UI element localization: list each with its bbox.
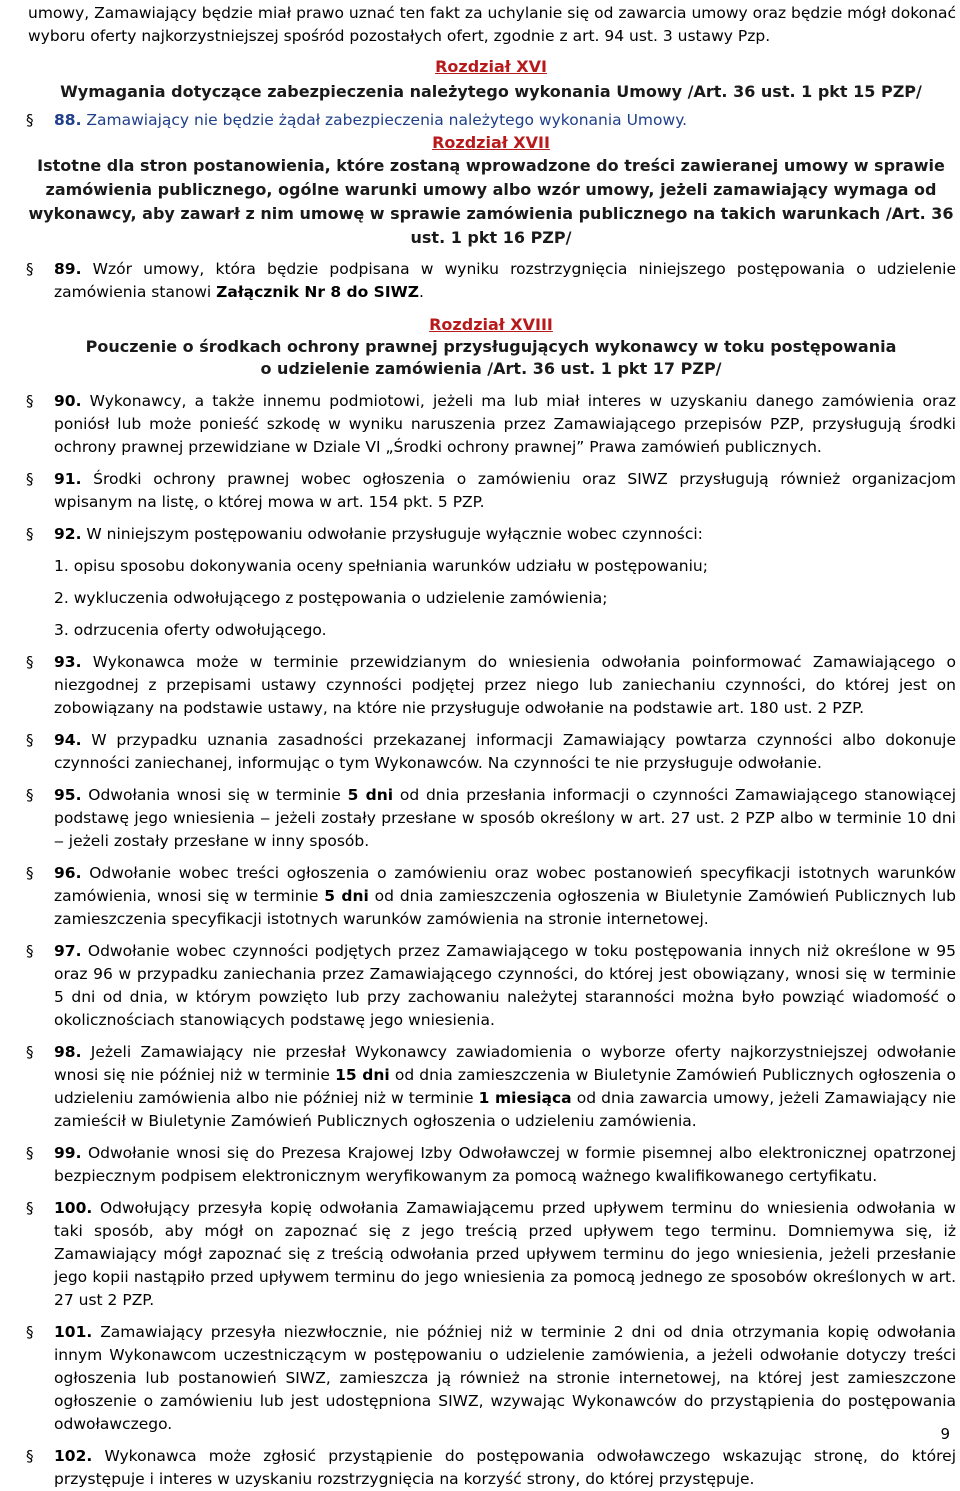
item-number: 90. [54, 392, 82, 410]
item-text-end: . [418, 283, 424, 301]
section-sign-icon: § [26, 260, 34, 278]
item-text: Zamawiający nie będzie żądał zabezpieczenia należytego wykonania Umowy. [86, 111, 688, 129]
chapter-18-title: Rozdział XVIII [429, 315, 553, 334]
item-94 [26, 729, 956, 775]
item-100 [26, 1197, 956, 1312]
item-number: 97. [54, 942, 82, 960]
section-sign-icon: § [26, 525, 34, 543]
item-number: 96. [54, 864, 82, 882]
section-sign-icon: § [26, 470, 34, 488]
item-text: Wykonawca może w terminie przewidzianym do wniesienia odwołania poinformować Zamawiającego o niezgodnej z przepisami ustawy czynności podjętej przez niego lub zaniechaniu czynności, do której jest on zobowiązany na podstawie ustawy, na które nie przysługuje odwołanie na podstawie art. 180 ust. 2 PZP. [54, 653, 956, 717]
item-89 [26, 258, 956, 304]
document-page [26, 0, 956, 1491]
section-sign-icon: § [26, 1144, 34, 1162]
item-text: Odwołania wnosi się w terminie [88, 786, 348, 804]
item-text: Odwołanie wobec treści ogłoszenia o zamówieniu oraz wobec postanowień specyfikacji istotnych warunków zamówienia, wnosi się w terminie [54, 864, 957, 905]
section-sign-icon: § [26, 942, 34, 960]
section-sign-icon: § [26, 653, 34, 671]
section-sign-icon: § [26, 1447, 34, 1465]
section-sign-icon: § [26, 1323, 34, 1341]
chapter-17 [26, 132, 956, 304]
item-text: od dnia przesłania informacji o czynności Zamawiającego stanowiącej podstawę jego wniesienia ‒ jeżeli zostały przesłane w sposób określony w art. 27 ust. 2 PZP albo w terminie 10 dni ‒ jeżeli zostały przesłane w inny sposób. [54, 786, 956, 850]
chapter-16 [26, 56, 956, 132]
item-text: Wykonawca może zgłosić przystąpienie do postępowania odwoławczego wskazując stronę, do której przystępuje i interes w uzyskaniu rozstrzygnięcia na korzyść strony, do której przystępuje. [54, 1447, 956, 1488]
item-98 [26, 1041, 956, 1133]
item-text: Środki ochrony prawnej wobec ogłoszenia o zamówieniu oraz SIWZ przysługują również organizacjom wpisanym na listę, o której mowa w art. 154 pkt. 5 PZP. [54, 470, 956, 511]
item-number: 91. [54, 470, 82, 488]
deadline: 15 dni [335, 1066, 390, 1084]
item-88 [26, 109, 956, 132]
item-95 [26, 784, 956, 853]
chapter-18 [26, 314, 956, 380]
item-99 [26, 1142, 956, 1188]
chapter-18-heading-line1: Pouczenie o środkach ochrony prawnej przysługujących wykonawcy w toku postępowania [85, 337, 897, 356]
chapter-18-heading-line2: o udzielenie zamówienia /Art. 36 ust. 1 pkt 17 PZP/ [260, 359, 722, 378]
section-sign-icon: § [26, 392, 34, 410]
item-number: 95. [54, 786, 82, 804]
item-number: 94. [54, 731, 82, 749]
item-101 [26, 1321, 956, 1436]
item-text: Wzór umowy, która będzie podpisana w wyniku rozstrzygnięcia niniejszego postępowania o udzielenie zamówienia stanowi [54, 260, 956, 301]
section-sign-icon: § [26, 731, 34, 749]
section-sign-icon: § [26, 1199, 34, 1217]
section-sign-icon: § [26, 864, 34, 882]
item-96 [26, 862, 956, 931]
item-92 [26, 523, 956, 546]
item-text: od dnia zawarcia umowy, jeżeli Zamawiający nie zamieścił w Biuletynie Zamówień Publicznych ogłoszenia o udzieleniu zamówienia. [54, 1089, 956, 1130]
deadline: 1 miesiąca [478, 1089, 572, 1107]
item-text: Wykonawcy, a także innemu podmiotowi, jeżeli ma lub miał interes w uzyskaniu danego zamówienia oraz poniósł lub może ponieść szkodę w wyniku naruszenia przez Zamawiającego przepisów PZP, przysługują środki ochrony prawnej przewidziane w Dziale VI „Środki ochrony prawnej” Prawa zamówień publicznych. [54, 392, 956, 456]
list-item: 1. opisu sposobu dokonywania oceny spełniania warunków udziału w postępowaniu; [54, 557, 708, 575]
item-text: od dnia zamieszczenia ogłoszenia w Biuletynie Zamówień Publicznych lub zamieszczenia specyfikacji istotnych warunków zamówienia na stronie internetowej. [54, 887, 956, 928]
section-sign-icon: § [26, 1043, 34, 1061]
chapter-16-heading: Wymagania dotyczące zabezpieczenia należytego wykonania Umowy /Art. 36 ust. 1 pkt 15 PZP/ [60, 82, 922, 101]
item-number: 98. [54, 1043, 82, 1061]
item-text: Odwołanie wnosi się do Prezesa Krajowej Izby Odwoławczej w formie pisemnej albo elektronicznej opatrzonej bezpiecznym podpisem elektronicznym weryfikowanym za pomocą ważnego kwalifikowanego certyfikatu. [54, 1144, 956, 1185]
item-93 [26, 651, 956, 720]
item-text: Jeżeli Zamawiający nie przesłał Wykonawcy zawiadomienia o wyborze oferty najkorzystniejszej odwołanie wnosi się nie później niż w terminie [54, 1043, 956, 1084]
section-sign-icon: § [26, 786, 34, 804]
section-sign-icon: § [26, 111, 34, 129]
item-90 [26, 390, 956, 459]
item-number: 102. [54, 1447, 93, 1465]
item-text: Odwołujący przesyła kopię odwołania Zamawiającemu przed upływem terminu do wniesienia odwołania w taki sposób, aby mógł on zapoznać się z jego treścią przed upływem tego terminu. Domniemywa się, iż Zamawiający mógł zapoznać się z treścią odwołania przed upływem terminu do jego wniesienia, jeżeli przesłanie jego kopii nastąpiło przed upływem terminu do jego wniesienia za pomocą jednego ze sposobów określonych w art. 27 ust 2 PZP. [54, 1199, 956, 1309]
deadline: 5 dni [324, 887, 369, 905]
attachment-ref: Załącznik Nr 8 do SIWZ [216, 283, 419, 301]
deadline: 5 dni [347, 786, 394, 804]
item-text: W przypadku uznania zasadności przekazanej informacji Zamawiający powtarza czynności albo dokonuje czynności zaniechanej, informując o tym Wykonawców. Na czynności te nie przysługuje odwołanie. [54, 731, 956, 772]
item-number: 93. [54, 653, 82, 671]
item-text: od dnia zamieszczenia w Biuletynie Zamówień Publicznych ogłoszenia o udzieleniu zamówienia albo nie później niż w terminie [54, 1066, 956, 1107]
intro-paragraph: umowy, Zamawiający będzie miał prawo uznać ten fakt za uchylanie się od zawarcia umowy oraz będzie mógł dokonać wyboru oferty najkorzystniejszej spośród pozostałych ofert, zgodnie z art. 94 ust. 3 ustawy Pzp. [28, 4, 956, 45]
item-number: 89. [54, 260, 82, 278]
item-number: 92. [54, 525, 82, 543]
item-number: 99. [54, 1144, 82, 1162]
item-number: 88. [54, 111, 82, 129]
page-number: 9 [940, 1425, 950, 1443]
item-91 [26, 468, 956, 514]
item-number: 101. [54, 1323, 93, 1341]
item-number: 100. [54, 1199, 93, 1217]
chapter-16-title: Rozdział XVI [435, 57, 547, 76]
chapter-17-title: Rozdział XVII [432, 133, 550, 152]
list-item: 2. wykluczenia odwołującego z postępowania o udzielenie zamówienia; [54, 589, 608, 607]
item-97 [26, 940, 956, 1032]
item-text: Odwołanie wobec czynności podjętych przez Zamawiającego w toku postępowania innych niż określone w 95 oraz 96 w przypadku zaniechania przez Zamawiającego czynności, do której jest obowiązany, wnosi się w terminie 5 dni od dnia, w którym powzięto lub przy zachowaniu należytej staranności można było powziąć wiadomość o okolicznościach stanowiących podstawę jego wniesienia. [54, 942, 956, 1029]
item-text: W niniejszym postępowaniu odwołanie przysługuje wyłącznie wobec czynności: [86, 525, 703, 543]
item-102 [26, 1445, 956, 1491]
list-item: 3. odrzucenia oferty odwołującego. [54, 621, 327, 639]
item-text: Zamawiający przesyła niezwłocznie, nie później niż w terminie 2 dni od dnia otrzymania kopię odwołania innym Wykonawcom uczestniczącym w postępowaniu o udzielenie zamówienia, a jeżeli odwołanie dotyczy treści ogłoszenia lub postanowień SIWZ, zamieszcza ją również na stronie internetowej, na której jest zamieszczone ogłoszenie o zamówieniu lub jest udostępniona SIWZ, wzywając Wykonawców do przystąpienia do postępowania odwoławczego. [54, 1323, 956, 1433]
chapter-17-heading: Istotne dla stron postanowienia, które zostaną wprowadzone do treści zawieranej umowy w sprawie zamówienia publicznego, ogólne warunki umowy albo wzór umowy, jeżeli zamawiający wymaga od wykonawcy, aby zawarł z nim umowę w sprawie zamówienia publicznego na takich warunkach /Art. 36 ust. 1 pkt 16 PZP/ [28, 156, 954, 247]
